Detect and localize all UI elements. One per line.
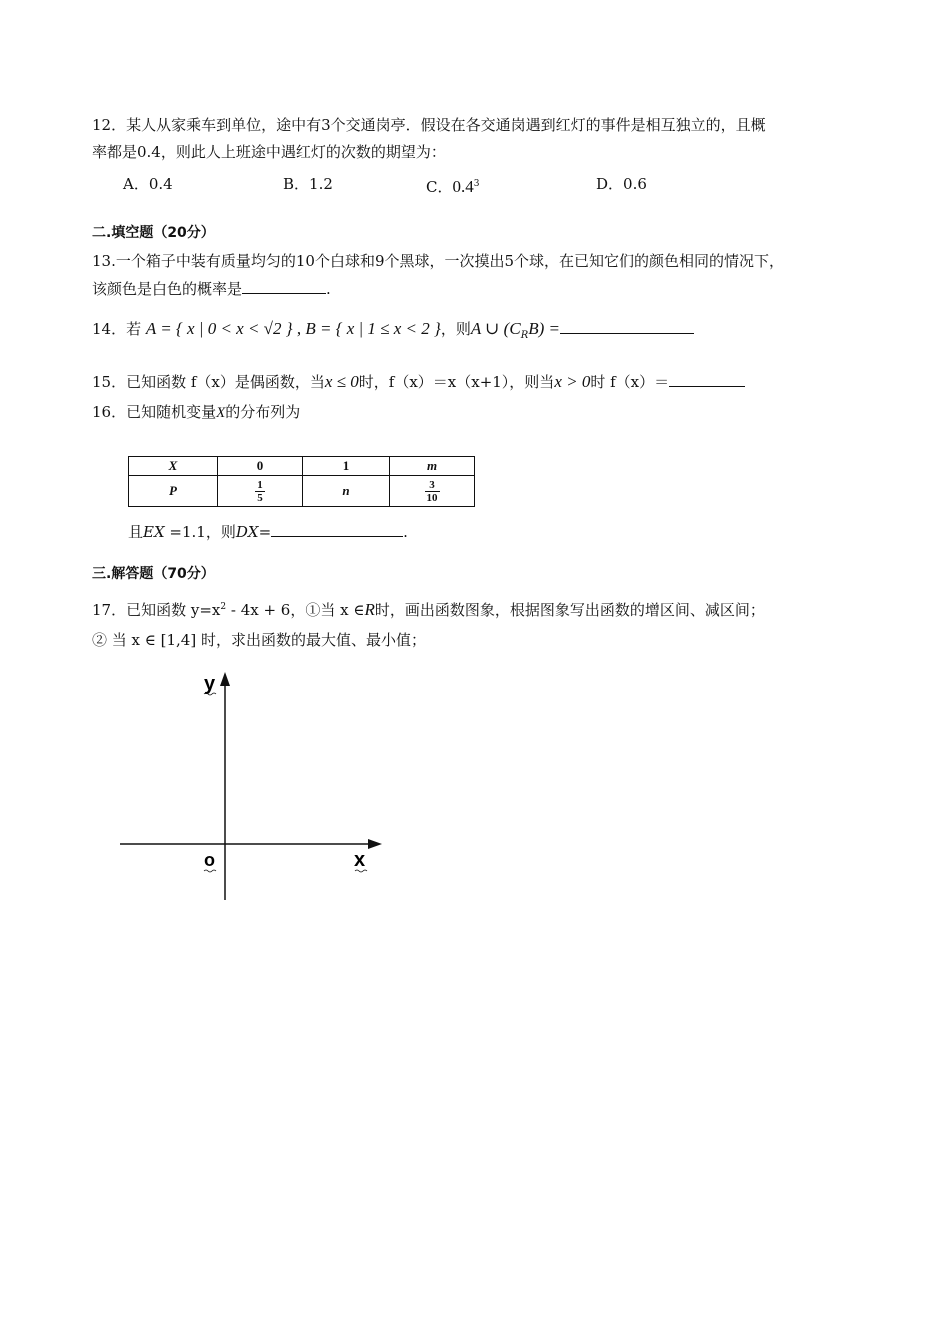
q14-prefix: 14．若 (92, 320, 142, 338)
q16-text2: 的分布列为 (225, 403, 301, 421)
q15-text1: 15．已知函数 f（x）是偶函数，当 (92, 373, 325, 391)
q16-end: . (403, 523, 408, 541)
q15-answer-blank[interactable] (669, 370, 745, 387)
origin-label: o (204, 850, 215, 870)
q16-cond-dx: DX (235, 523, 259, 541)
q13-line1: 13.一个箱子中装有质量均匀的10个白球和9个黑球，一次摸出5个球，在已知它们的颜色相同的情况下， (92, 252, 785, 270)
table-header-m: m (390, 457, 475, 476)
q14-answer-blank[interactable] (560, 317, 694, 334)
q17-exp: 2 (220, 602, 227, 612)
q16-cond-val: =1.1，则 (164, 523, 236, 541)
q12-option-c (426, 174, 479, 197)
q14-sep: , (292, 319, 306, 338)
q17-r: R (364, 600, 375, 619)
q17-text-a: 17．已知函数 y=x (92, 601, 221, 619)
table-label-p: P (129, 476, 218, 507)
q13-line2 (92, 277, 331, 299)
q15-cond2: x > 0 (554, 372, 591, 391)
table-p0 (218, 476, 303, 507)
q14-expr-sub: R (520, 330, 529, 341)
q12-option-b: B．1.2 (283, 175, 333, 193)
q17-line1 (92, 597, 765, 620)
q12-option-c-base: 0.4 (452, 177, 474, 196)
q16-cond-pre: 且 (128, 523, 144, 541)
q14-set-b: B = { x | 1 ≤ x < 2 } (305, 319, 441, 338)
q15-text2: 时，f（x）＝x（x+1），则当 (358, 373, 555, 391)
q16-cond-eq: = (258, 523, 272, 541)
x-axis-label: x (354, 849, 366, 871)
x-axis-arrow (368, 839, 382, 849)
coordinate-axes (110, 668, 390, 908)
q14-line (92, 317, 694, 346)
table-header-1: 1 (303, 457, 390, 476)
q12-option-d: D．0.6 (596, 175, 647, 193)
q16-var: X (216, 405, 226, 421)
section2-title: 二.填空题（20分） (92, 225, 215, 241)
q13-answer-blank[interactable] (242, 277, 326, 294)
q12-option-a: A．0.4 (123, 175, 173, 193)
table-header-0: 0 (218, 457, 303, 476)
table-pm (390, 476, 475, 507)
q16-condition (128, 520, 408, 542)
q14-expr-pre: A ∪ (C (470, 319, 521, 338)
q16-answer-blank[interactable] (271, 520, 403, 537)
q17-text-c: 时，画出函数图象，根据图象写出函数的增区间、减区间； (374, 601, 765, 619)
q16-line (92, 402, 300, 423)
q16-cond-ex: EX (143, 523, 165, 541)
q12-option-c-exp: 3 (473, 179, 480, 189)
q14-set-a: A = { x | 0 < x < √2 } (145, 319, 293, 338)
distribution-table (128, 456, 475, 507)
fraction-pm: $\frac{3}{10}$ (426, 478, 438, 504)
q17-line2: ② 当 x ∈ [1,4] 时，求出函数的最大值、最小值； (92, 631, 426, 649)
q15-cond1: x ≤ 0 (324, 372, 359, 391)
q17-text-b: - 4x + 6，①当 x ∈ (226, 601, 365, 619)
q14-mid: ，则 (440, 320, 471, 338)
q12-line1: 12．某人从家乘车到单位，途中有3个交通岗亭．假设在各交通岗遇到红灯的事件是相互独立的，且概 (92, 116, 766, 134)
fraction-p0: $\frac{1}{5}$ (257, 478, 263, 504)
q13-text: 该颜色是白色的概率是 (92, 280, 243, 298)
q14-expr-post: B) = (528, 319, 560, 338)
table-header-x: X (129, 457, 218, 476)
q15-line (92, 370, 745, 392)
table-p1: n (303, 476, 390, 507)
q15-text3: 时 f（x）＝ (590, 373, 670, 391)
q13-end: . (326, 280, 331, 298)
y-axis-arrow (220, 672, 230, 686)
section3-title: 三.解答题（70分） (92, 566, 215, 582)
q16-text: 16．已知随机变量 (92, 403, 217, 421)
y-axis-label: y (204, 673, 216, 695)
q12-option-c-label: C． (426, 178, 453, 196)
q12-line2: 率都是0.4，则此人上班途中遇红灯的次数的期望为： (92, 143, 446, 161)
